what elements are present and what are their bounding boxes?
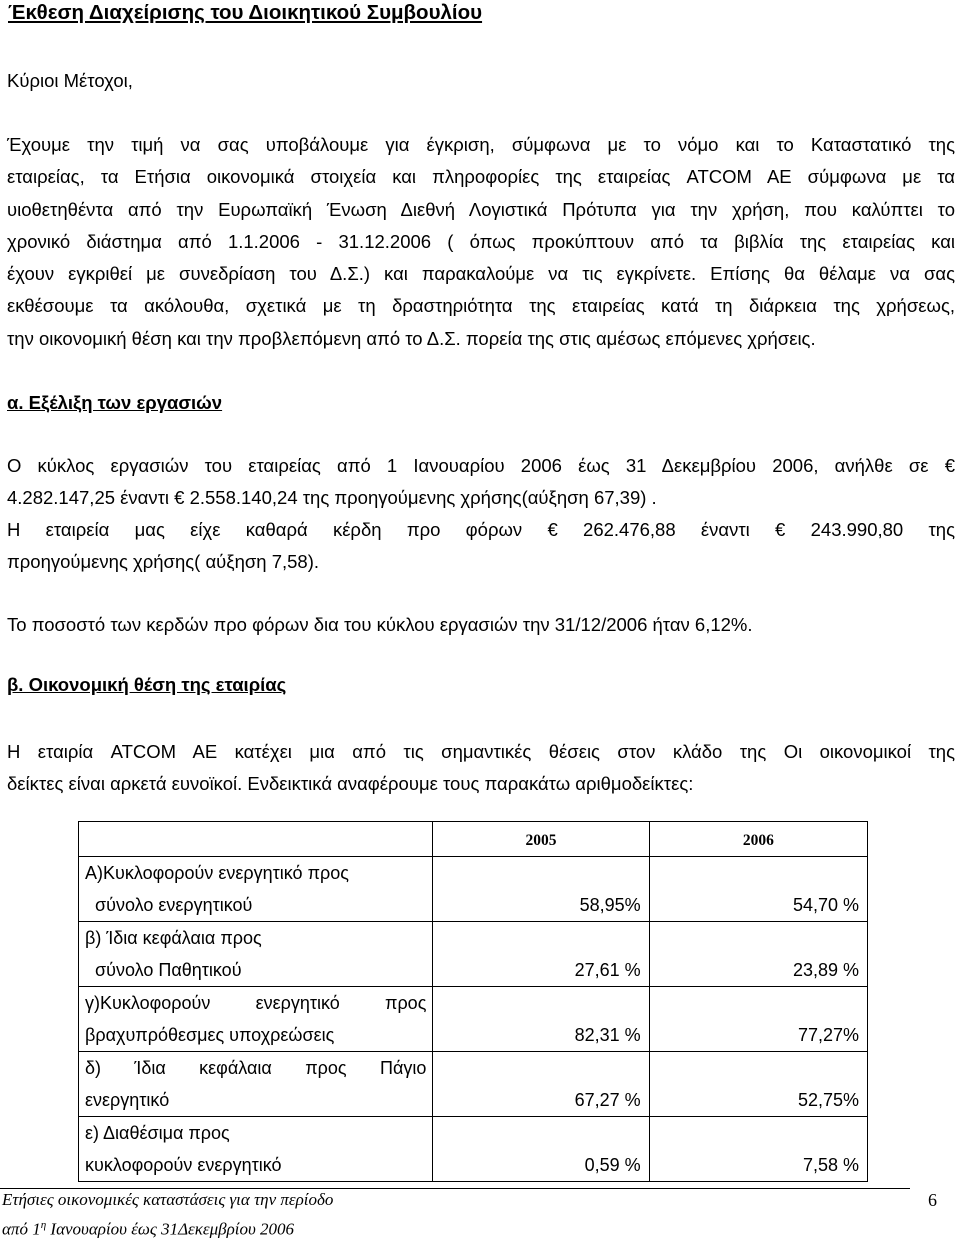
greeting: Κύριοι Μέτοχοι, — [7, 70, 133, 91]
table-row — [79, 987, 868, 1052]
ratio-label-line: κυκλοφορούν ενεργητικό — [85, 1155, 282, 1175]
ratio-label — [79, 857, 433, 922]
intro-line: έχουν εγκριθεί με συνεδρίαση του Δ.Σ.) και παρακαλούμε να τις εγκρίνετε. Επίσης θα θέλαμε να σας — [7, 263, 955, 285]
financial-position-line: Η εταιρία ATCOM AE κατέχει μια από τις σημαντικές θέσεις στον κλάδο της Οι οικονομικοί της — [7, 741, 955, 762]
turnover-line: Ο κύκλος εργασιών του εταιρείας από 1 Ιανουαρίου 2006 έως 31 Δεκεμβρίου 2006, ανήλθε σε € — [7, 455, 955, 476]
table-row — [79, 1117, 868, 1182]
ratio-value-2006: 23,89 % — [649, 922, 867, 987]
profit-line: Η εταιρεία μας είχε καθαρά κέρδη προ φόρων € 262.476,88 έναντι € 243.990,80 της — [7, 519, 955, 540]
table-row — [79, 1052, 868, 1117]
margin-paragraph — [7, 609, 955, 641]
footer-line-1: Ετήσιες οικονομικές καταστάσεις για την περίοδο — [2, 1190, 334, 1209]
intro-line: εκθέσουμε τα ακόλουθα, σχετικά με τη δραστηριότητα της εταιρείας κατά τη διάρκεια της χρήσεως, — [7, 295, 955, 317]
ratio-label — [79, 1052, 433, 1117]
ratio-value-2005: 82,31 % — [433, 987, 649, 1052]
profit-paragraph — [7, 514, 955, 579]
table-header-2006: 2006 — [649, 822, 867, 857]
ratio-label — [79, 987, 433, 1052]
financial-position-paragraph — [7, 736, 955, 801]
ratio-label-line: σύνολο ενεργητικού — [95, 895, 253, 915]
ratio-label-line: βραχυπρόθεσμες υποχρεώσεις — [85, 1025, 335, 1045]
table-header-empty — [79, 822, 433, 857]
ratio-label-line: ε) Διαθέσιμα προς — [85, 1123, 230, 1143]
page-title: Έκθεση Διαχείρισης του Διοικητικού Συμβουλίου — [8, 1, 483, 24]
ratio-value-2006: 54,70 % — [649, 857, 867, 922]
page-number: 6 — [928, 1190, 937, 1210]
table-row — [79, 857, 868, 922]
section-b-heading: β. Οικονομική θέση της εταιρίας — [7, 674, 287, 695]
ratio-label — [79, 1117, 433, 1182]
intro-line: την οικονομική θέση και την προβλεπόμενη από το Δ.Σ. πορεία της στις αμέσως επόμενες χρήσεις. — [7, 327, 816, 349]
intro-paragraph — [7, 129, 955, 355]
profit-line: προηγούμενης χρήσης( αύξηση 7,58). — [7, 551, 320, 573]
ratio-label-line: ενεργητικό — [85, 1090, 170, 1110]
ratio-label-line: δ) Ίδια κεφάλαια προς Πάγιο — [85, 1058, 427, 1078]
table-header-row — [79, 822, 868, 857]
ratio-label-line: Α)Κυκλοφορούν ενεργητικό προς — [85, 863, 349, 883]
ratio-label-line: β) Ίδια κεφάλαια προς — [85, 928, 262, 948]
section-a-heading: α. Εξέλιξη των εργασιών — [7, 392, 223, 413]
ratio-value-2005: 58,95% — [433, 857, 649, 922]
ratio-value-2005: 67,27 % — [433, 1052, 649, 1117]
intro-line: Έχουμε την τιμή να σας υποβάλουμε για έγκριση, σύμφωνα με το νόμο και το Καταστατικό της — [7, 134, 955, 155]
ratio-value-2005: 27,61 % — [433, 922, 649, 987]
footer-divider — [0, 1188, 910, 1189]
turnover-line: 4.282.147,25 έναντι € 2.558.140,24 της προηγούμενης χρήσης(αύξηση 67,39) . — [7, 487, 657, 509]
table-header-2005: 2005 — [433, 822, 649, 857]
turnover-paragraph — [7, 450, 955, 515]
intro-line: εταιρείας, τα Ετήσια οικονομικά στοιχεία και πληροφορίες της εταιρείας ATCOM AE σύμφωνα με τα — [7, 166, 955, 188]
ratio-value-2005: 0,59 % — [433, 1117, 649, 1182]
ratio-label-line: γ)Κυκλοφορούν ενεργητικό προς — [85, 993, 427, 1013]
ratio-label — [79, 922, 433, 987]
ratio-label-line: σύνολο Παθητικού — [95, 960, 242, 980]
footer-line-2: από $1^\eta$ Ιανουαρίου έως 31Δεκεμβρίου 2006 — [2, 1219, 295, 1239]
ratio-value-2006: 7,58 % — [649, 1117, 867, 1182]
financial-position-line: δείκτες είναι αρκετά ευνοϊκοί. Ενδεικτικά αναφέρουμε τους παρακάτω αριθμοδείκτες: — [7, 773, 694, 795]
margin-line: Το ποσοστό των κερδών προ φόρων δια του κύκλου εργασιών την 31/12/2006 ήταν 6,12%. — [7, 614, 753, 635]
ratio-value-2006: 77,27% — [649, 987, 867, 1052]
ratio-value-2006: 52,75% — [649, 1052, 867, 1117]
table-row — [79, 922, 868, 987]
intro-line: υιοθετηθέντα από την Ευρωπαϊκή Ένωση Διεθνή Λογιστικά Πρότυπα για την χρήση, που καλύπτει το — [7, 198, 955, 220]
intro-line: χρονικό διάστημα από 1.1.2006 - 31.12.2006 ( όπως προκύπτουν από τα βιβλία της εταιρείας και — [7, 230, 955, 252]
financial-ratios-table — [78, 821, 868, 1182]
